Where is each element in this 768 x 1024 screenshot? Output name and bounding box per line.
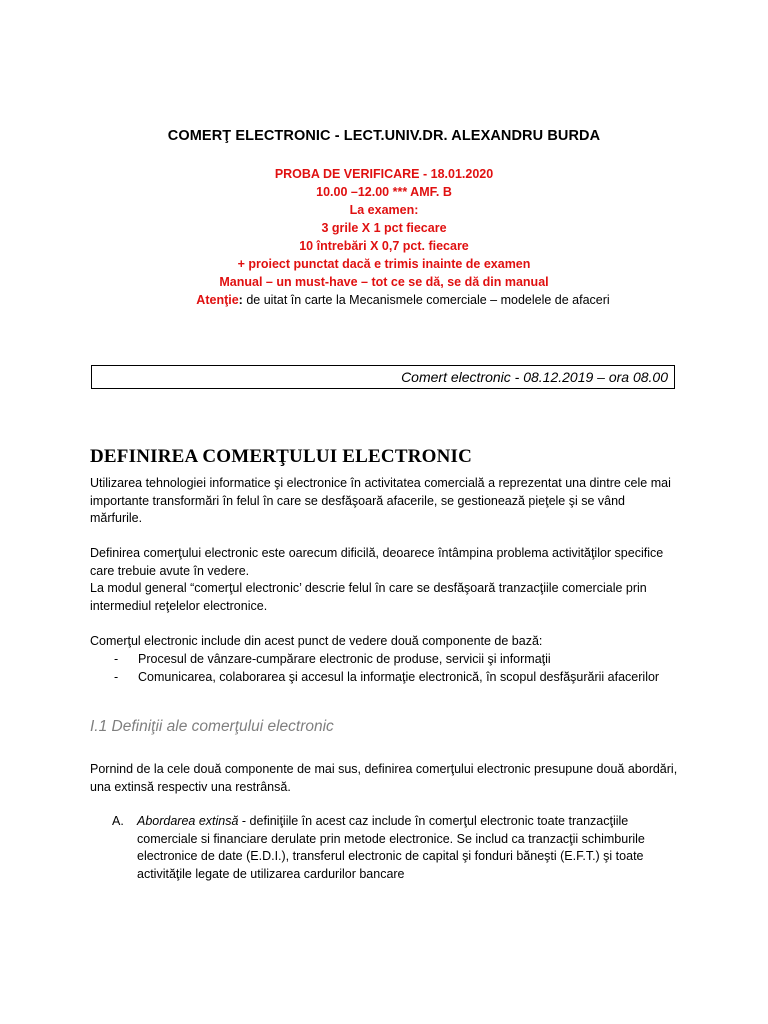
date-box-text: Comert electronic - 08.12.2019 – ora 08.00 (401, 369, 668, 385)
paragraph-approaches: Pornind de la cele două componente de mai sus, definirea comerţului electronic presupune două abordări, una extinsă respectiv una restrânsă. (90, 762, 678, 794)
subsection-heading: I.1 Definiţii ale comerţului electronic (90, 718, 334, 735)
item-body (137, 813, 692, 883)
exam-info-line: 10.00 –12.00 *** AMF. B (316, 185, 452, 199)
document-title: COMERŢ ELECTRONIC - LECT.UNIV.DR. ALEXANDRU BURDA (167, 128, 601, 144)
list-item: - Procesul de vânzare-cumpărare electronic de produse, servicii şi informaţii (114, 652, 551, 666)
date-box (91, 365, 675, 389)
attention-note: Atenţie: de uitat în carte la Mecanismele comerciale – modelele de afaceri (196, 293, 610, 307)
attention-label: Atenţie (196, 293, 239, 307)
item-text: - definiţiile în acest caz include în comerţul electronic toate tranzacţiile comerciale si financiare derulate prin metode electronice. Se includ ca tranzacţii schimburile electronice de date (E.D.I.), transferul electronic de capital şi fonduri băneşti (E.F.T.) şi toate activităţile legate de utilizarea cardurilor bancare (137, 814, 645, 881)
exam-info-line: Manual – un must-have – tot ce se dă, se dă din manual (219, 275, 549, 289)
paragraph-line: La modul general “comerţul electronic’ descrie felul în care se desfăşoară tranzacţiile comerciale prin intermediul reţelelor electronice. (90, 581, 647, 613)
exam-info-line: 10 întrebări X 0,7 pct. fiecare (299, 239, 469, 253)
item-term: Abordarea extinsă (137, 814, 239, 828)
section-heading: DEFINIREA COMERŢULUI ELECTRONIC (90, 446, 473, 467)
list-item: - Comunicarea, colaborarea şi accesul la informaţie electronică, în scopul desfăşurării afacerilor (114, 670, 660, 684)
attention-text: de uitat în carte la Mecanismele comerciale – modelele de afaceri (242, 293, 610, 307)
paragraph-components: Comerţul electronic include din acest punct de vedere două componente de bază: (90, 634, 543, 648)
exam-info-line: 3 grile X 1 pct fiecare (321, 221, 447, 235)
paragraph-intro: Utilizarea tehnologiei informatice şi electronice în activitatea comercială a reprezentat una dintre cele mai importante transformări în felul în care se desfăşoară afacerile, se gestionează pieţele şi se vând mărfurile. (90, 476, 671, 526)
paragraph-definition (90, 545, 680, 615)
exam-info-line: La examen: (349, 203, 419, 217)
components-list (90, 650, 690, 686)
exam-info-line: + proiect punctat dacă e trimis inainte de examen (237, 257, 531, 271)
item-letter: A. (112, 814, 124, 828)
list-item-a (112, 813, 692, 883)
exam-info (0, 165, 768, 309)
paragraph-line: Definirea comerţului electronic este oarecum dificilă, deoarece întâmpina problema activităţilor specifice care trebuie avute în vedere. (90, 546, 664, 578)
exam-info-line: PROBA DE VERIFICARE - 18.01.2020 (274, 167, 494, 181)
